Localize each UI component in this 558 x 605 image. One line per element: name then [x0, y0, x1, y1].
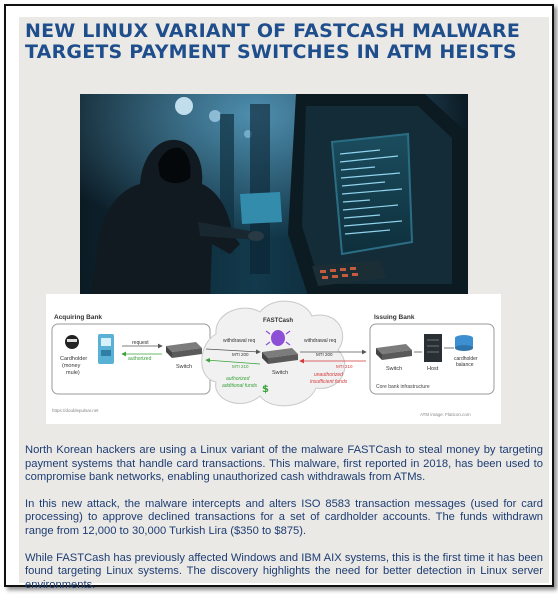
core-bank-label: Core bank infrastructure [376, 384, 430, 390]
cardholder-balance-label-2: balance [456, 362, 474, 368]
hacker-atm-illustration [80, 94, 468, 302]
withdrawal-req-right: withdrawal req [304, 338, 337, 344]
fastcash-flow-svg [46, 294, 501, 424]
switch-right-label: Switch [386, 366, 403, 372]
fastcash-flow-diagram [46, 294, 501, 424]
money-mule-label-2: mule) [66, 370, 80, 376]
article-title: NEW LINUX VARIANT OF FASTCASH MALWARE TARGETS PAYMENT SWITCHES IN ATM HEISTS [25, 20, 521, 63]
article-body [25, 444, 543, 605]
authorized-funds-label-2: additional funds [222, 383, 258, 389]
money-mule-icon [65, 335, 79, 349]
acquiring-bank-label: Acquiring Bank [54, 314, 103, 321]
database-icon [455, 335, 473, 351]
money-mule-label: (money [62, 363, 81, 369]
mti200-left: MTI 200 [232, 352, 249, 357]
authorized-funds-label: authorized [226, 376, 250, 382]
article-card [19, 17, 549, 591]
switch-center-label: Switch [272, 370, 289, 376]
authorized-label: authorized [128, 356, 152, 362]
unauthorized-funds-label-2: insufficient funds [310, 379, 348, 385]
unauthorized-funds-label: unauthorized [314, 372, 343, 378]
paragraph-3: While FASTCash has previously affected Windows and IBM AIX systems, this is the first time it has been found targeting Linux systems. The discovery highlights the need for better detection in Linux server environments. [25, 551, 543, 591]
withdrawal-req-left: withdrawal req [223, 338, 256, 344]
host-label: Host [427, 366, 439, 372]
mti210-left: MTI 210 [232, 364, 249, 369]
fastcash-label: FASTCash [263, 318, 294, 324]
source-url: https://doublepulsar.net [52, 408, 99, 413]
article-frame [4, 4, 554, 591]
dollar-icon: $ [262, 384, 269, 395]
request-label: request [132, 340, 149, 346]
image-credit: ATM image: Flaticon.com [420, 412, 471, 417]
host-server-icon [424, 334, 442, 362]
cardholder-label: Cardholder [60, 356, 88, 362]
hacker-atm-photo [80, 94, 468, 302]
paragraph-2: In this new attack, the malware intercepts and alters ISO 8583 transaction messages (used for card processing) to approve declined transactions for a set of cardholder accounts. The funds withdrawn range from 12,000 to 30,000 Turkish Lira ($350 to $875). [25, 497, 543, 537]
paragraph-1: North Korean hackers are using a Linux variant of the malware FASTCash to steal money by targeting payment systems that handle card transactions. This malware, first reported in 2018, has been used to compromise bank networks, enabling unauthorized cash withdrawals from ATMs. [25, 444, 543, 484]
switch-left-label: Switch [176, 364, 193, 370]
mti210-right: MTI 210 [336, 364, 353, 369]
mti200-right: MTI 200 [316, 352, 333, 357]
atm-icon [98, 334, 114, 364]
cardholder-balance-label: cardholder [454, 356, 478, 362]
issuing-bank-label: Issuing Bank [374, 314, 415, 321]
